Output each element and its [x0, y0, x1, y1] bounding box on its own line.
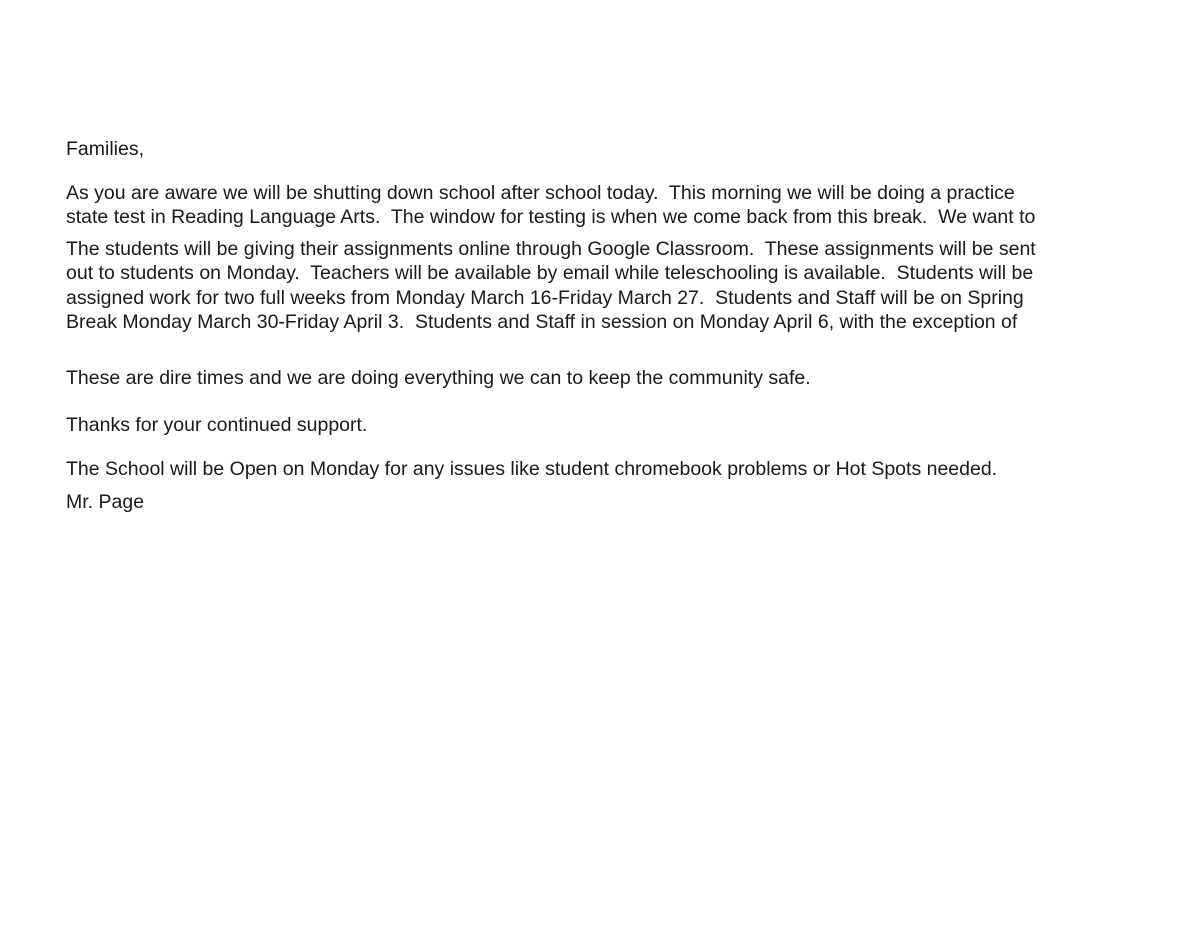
paragraph-1-line-1: As you are aware we will be shutting down school after school today. This morning we will be doing a practice [66, 182, 1015, 204]
paragraph-2-line-4: Break Monday March 30-Friday April 3. Students and Staff in session on Monday April 6, with the exception of [66, 311, 1018, 333]
paragraph-2-line-3: assigned work for two full weeks from Monday March 16-Friday March 27. Students and Staff will be on Spring [66, 287, 1024, 309]
signature: Mr. Page [66, 491, 145, 513]
paragraph-4: Thanks for your continued support. [66, 414, 368, 436]
paragraph-1-line-2: state test in Reading Language Arts. The window for testing is when we come back from this break. We want to [66, 206, 1036, 228]
paragraph-2-line-1: The students will be giving their assignments online through Google Classroom. These assignments will be sent [66, 238, 1036, 260]
paragraph-2-line-2: out to students on Monday. Teachers will be available by email while teleschooling is available. Students will be [66, 262, 1034, 284]
paragraph-5: The School will be Open on Monday for any issues like student chromebook problems or Hot Spots needed. [66, 458, 998, 480]
paragraph-3: These are dire times and we are doing everything we can to keep the community safe. [66, 367, 811, 389]
salutation: Families, [66, 138, 145, 160]
